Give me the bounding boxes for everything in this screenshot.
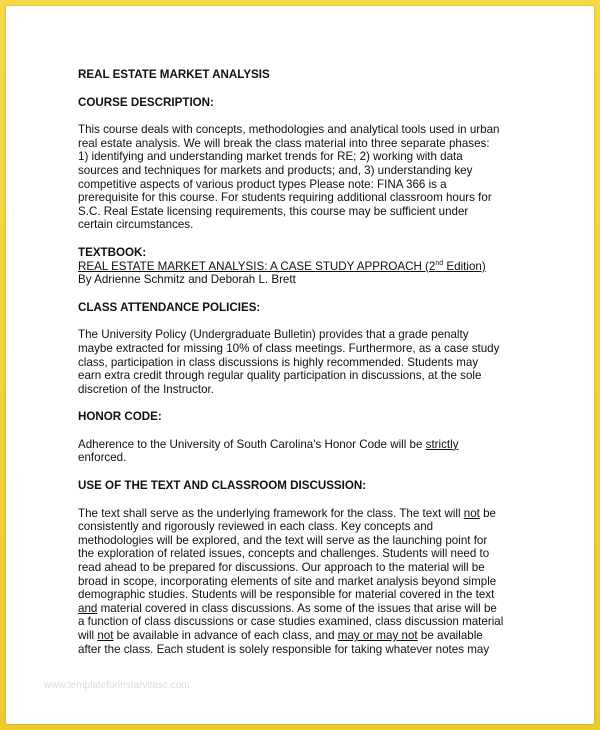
text-line: after the class. Each student is solely responsible for taking whatever notes may — [78, 642, 490, 656]
text-line: broad in scope, incorporating elements of site and market analysis beyond simple — [78, 574, 497, 588]
document-page — [6, 6, 594, 724]
course-line: This course deals with concepts, methodologies and analytical tools used in urban — [78, 123, 500, 137]
text-discussion-heading: USE OF THE TEXT AND CLASSROOM DISCUSSION: — [78, 479, 367, 493]
attendance-line: The University Policy (Undergraduate Bulletin) provides that a grade penalty — [78, 328, 469, 342]
course-line: real estate analysis. We will break the class material into three separate phases: — [78, 136, 490, 150]
text-line: read ahead to be prepared for discussions. Our approach to the material will be — [78, 561, 485, 575]
course-line: sources and techniques for markets and products; and, 3) understanding key — [78, 163, 473, 177]
honor-code-heading: HONOR CODE: — [78, 410, 162, 424]
course-line: 1) identifying and understanding market trends for RE; 2) working with data — [78, 150, 463, 164]
watermark-text: www.templateforinstarvitasc.com — [44, 680, 190, 691]
honor-line: Adherence to the University of South Carolina's Honor Code will be strictly — [78, 437, 459, 451]
attendance-line: class, participation in class discussions is highly recommended. Students may — [78, 355, 479, 369]
text-line: the exploration of related issues, concepts and challenges. Students will need to — [78, 547, 490, 561]
attendance-line: discretion of the Instructor. — [78, 382, 214, 396]
honor-line: enforced. — [78, 451, 127, 465]
text-line: will not be available in advance of each class, and may or may not be available — [78, 629, 483, 642]
course-line: competitive aspects of various product types Please note: FINA 366 is a — [78, 177, 447, 191]
attendance-heading: CLASS ATTENDANCE POLICIES: — [78, 300, 261, 314]
textbook-heading: TEXTBOOK: — [78, 245, 147, 259]
text-line: The text shall serve as the underlying framework for the class. The text will not be — [78, 506, 497, 520]
attendance-text — [78, 328, 528, 396]
text-line: consistently and rigorously reviewed in each class. Key concepts and — [78, 520, 434, 534]
course-line: S.C. Real Estate licensing requirements, this course may be sufficient under — [78, 204, 469, 218]
textbook-authors: By Adrienne Schmitz and Deborah L. Brett — [78, 273, 296, 287]
text-line: demographic studies. Students will be responsible for material covered in the text — [78, 588, 495, 602]
text-line: a function of class discussions or case studies examined, class discussion material — [78, 615, 504, 629]
attendance-line: maybe extracted for missing 10% of class meetings. Furthermore, as a case study — [78, 341, 500, 355]
course-line: prerequisite for this course. For students requiring additional classroom hours for — [78, 191, 492, 205]
course-description-text — [78, 123, 528, 232]
course-description-heading: COURSE DESCRIPTION: — [78, 95, 214, 109]
text-line: methodologies will be explored, and the text will serve as the launching point for — [78, 533, 488, 547]
text-line: and material covered in class discussions. As some of the issues that arise will be — [78, 601, 497, 615]
textbook-title: REAL ESTATE MARKET ANALYSIS: A CASE STUDY APPROACH (2nd Edition) — [78, 259, 486, 273]
document-body — [78, 68, 528, 656]
attendance-line: earn extra credit through regular quality participation in discussions, at the sole — [78, 369, 482, 383]
text-discussion-text — [78, 507, 528, 657]
honor-code-text — [78, 438, 528, 465]
document-title: REAL ESTATE MARKET ANALYSIS — [78, 68, 270, 81]
course-line: certain circumstances. — [78, 218, 194, 232]
